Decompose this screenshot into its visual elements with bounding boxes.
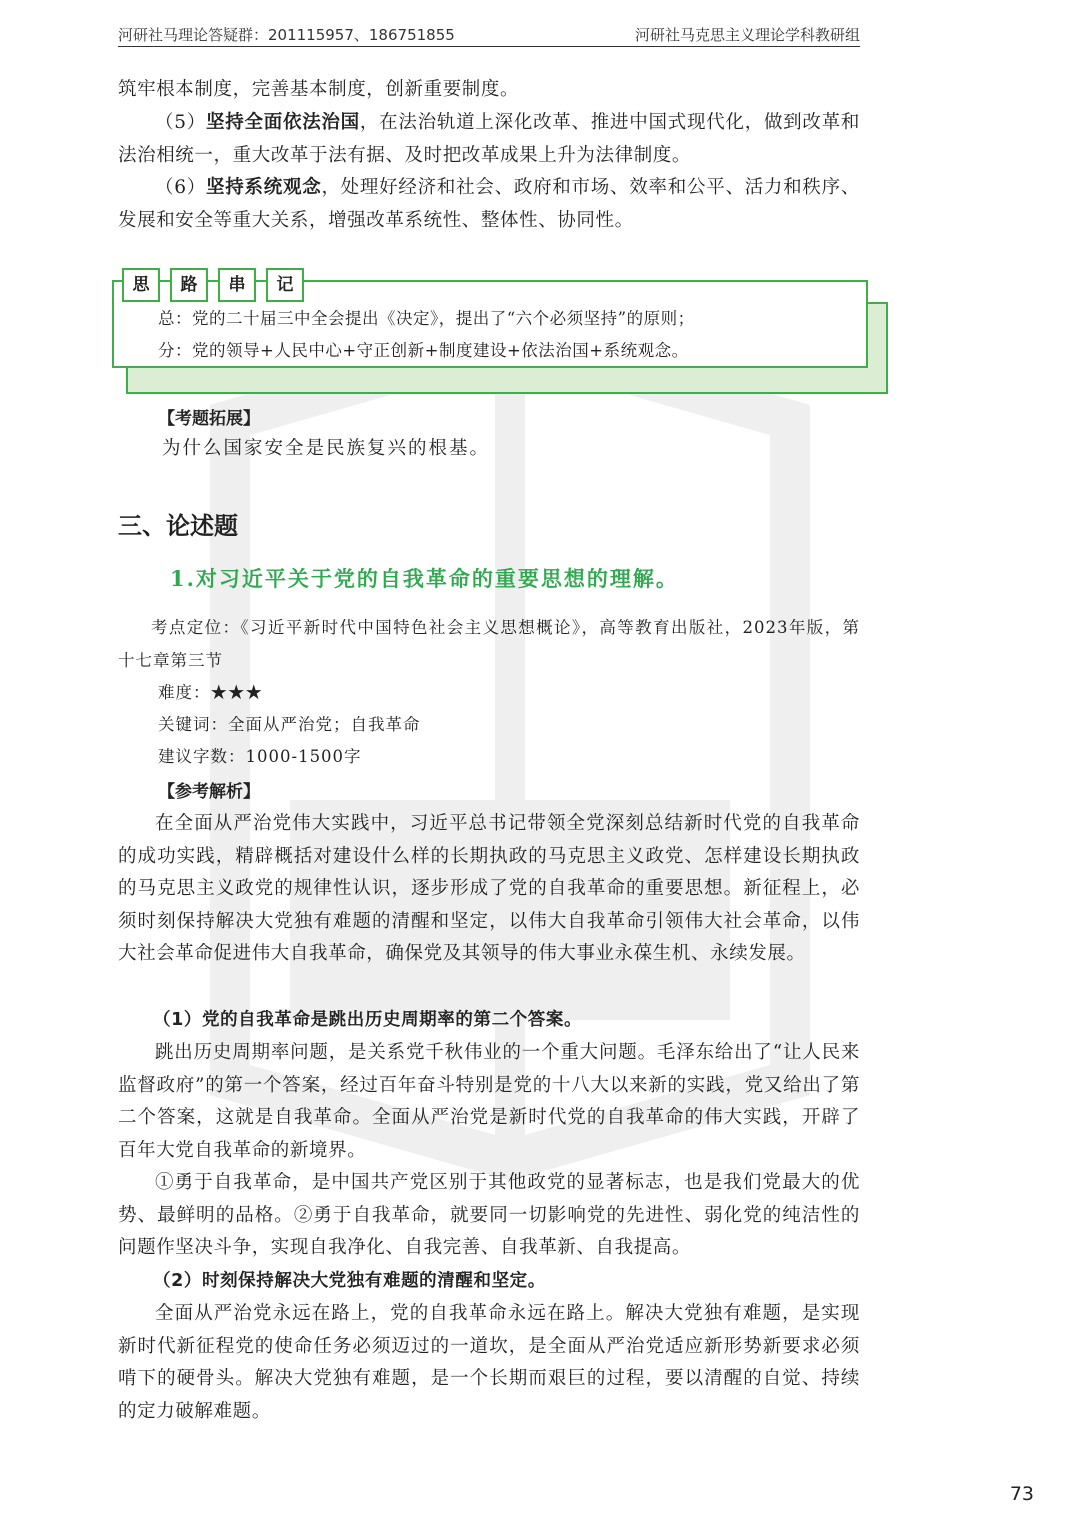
memory-box-line-1: 总：党的二十届三中全会提出《决定》，提出了“六个必须坚持”的原则； — [158, 309, 695, 328]
point-5-rest: ，在法治轨道上深化改革、推进中国式现代化，做到改革和法治相统一，重大改革于法有据、及时把改革成果上升为法律制度。 — [118, 112, 860, 166]
sub1-title: （1）党的自我革命是跳出历史周期率的第二个答案。 — [153, 1010, 583, 1030]
memory-box-line-2: 分：党的领导+人民中心+守正创新+制度建设+依法治国+系统观念。 — [158, 341, 689, 360]
analysis-intro: 在全面从严治党伟大实践中，习近平总书记带领全党深刻总结新时代党的自我革命的成功实践，精辟概括对建设什么样的长期执政的马克思主义政党、怎样建设长期执政的马克思主义政党的规律性认识，逐步形成了党的自我革命的重要思想。新征程上，必须时刻保持解决大党独有难题的清醒和坚定，以伟大自我革命引领伟大社会革命，以伟大社会革命促进伟大自我革命，确保党及其领导的伟大事业永葆生机、永续发展。 — [118, 813, 860, 964]
point-5-paragraph — [118, 107, 860, 172]
memory-tag-4: 记 — [266, 268, 304, 302]
meta-difficulty: 难度：★★★ — [158, 683, 263, 702]
intro-line: 筑牢根本制度，完善基本制度，创新重要制度。 — [118, 79, 520, 100]
point-6-paragraph — [118, 172, 860, 237]
extension-title: 【考题拓展】 — [158, 409, 260, 429]
meta-word-count: 建议字数：1000-1500字 — [158, 747, 362, 766]
point-6-rest: ，处理好经济和社会、政府和市场、效率和公平、活力和秩序、发展和安全等重大关系，增强改革系统性、整体性、协同性。 — [118, 177, 860, 231]
section-title: 三、论述题 — [118, 512, 238, 540]
header-left-text: 河研社马理论答疑群：201115957、186751855 — [118, 26, 455, 44]
point-5-bold: 坚持全面依法治国 — [206, 112, 360, 133]
meta-location: 考点定位：《习近平新时代中国特色社会主义思想概论》，高等教育出版社，2023年版，第十七章第三节 — [118, 618, 860, 670]
sub1-paragraph-1: 跳出历史周期率问题，是关系党千秋伟业的一个重大问题。毛泽东给出了“让人民来监督政府”的第一个答案，经过百年奋斗特别是党的十八大以来新的实践，党又给出了第二个答案，这就是自我革命。全面从严治党是新时代党的自我革命的伟大实践，开辟了百年大党自我革命的新境界。 — [118, 1042, 860, 1161]
question-title: 1.对习近平关于党的自我革命的重要思想的理解。 — [170, 566, 679, 591]
header-divider — [118, 46, 860, 47]
analysis-title: 【参考解析】 — [158, 782, 260, 802]
memory-box-tags — [122, 268, 304, 302]
sub1-paragraph-2: ①勇于自我革命，是中国共产党区别于其他政党的显著标志，也是我们党最大的优势、最鲜明的品格。②勇于自我革命，就要同一切影响党的先进性、弱化党的纯洁性的问题作坚决斗争，实现自我净化、自我完善、自我革新、自我提高。 — [118, 1172, 860, 1258]
sub2-title: （2）时刻保持解决大党独有难题的清醒和坚定。 — [153, 1271, 546, 1291]
point-6-prefix: （6） — [155, 177, 206, 198]
page-number: 73 — [1009, 1483, 1034, 1505]
memory-tag-3: 串 — [218, 268, 256, 302]
memory-tag-2: 路 — [170, 268, 208, 302]
meta-keywords: 关键词：全面从严治党；自我革命 — [158, 715, 421, 734]
memory-tag-1: 思 — [122, 268, 160, 302]
extension-question: 为什么国家安全是民族复兴的根基。 — [162, 438, 491, 459]
header-right-text: 河研社马克思主义理论学科教研组 — [634, 26, 860, 44]
point-6-bold: 坚持系统观念 — [206, 177, 322, 198]
sub2-paragraph-1: 全面从严治党永远在路上，党的自我革命永远在路上。解决大党独有难题，是实现新时代新征程党的使命任务必须迈过的一道坎，是全面从严治党适应新形势新要求必须啃下的硬骨头。解决大党独有难题，是一个长期而艰巨的过程，要以清醒的自觉、持续的定力破解难题。 — [118, 1303, 860, 1422]
point-5-prefix: （5） — [155, 112, 206, 133]
